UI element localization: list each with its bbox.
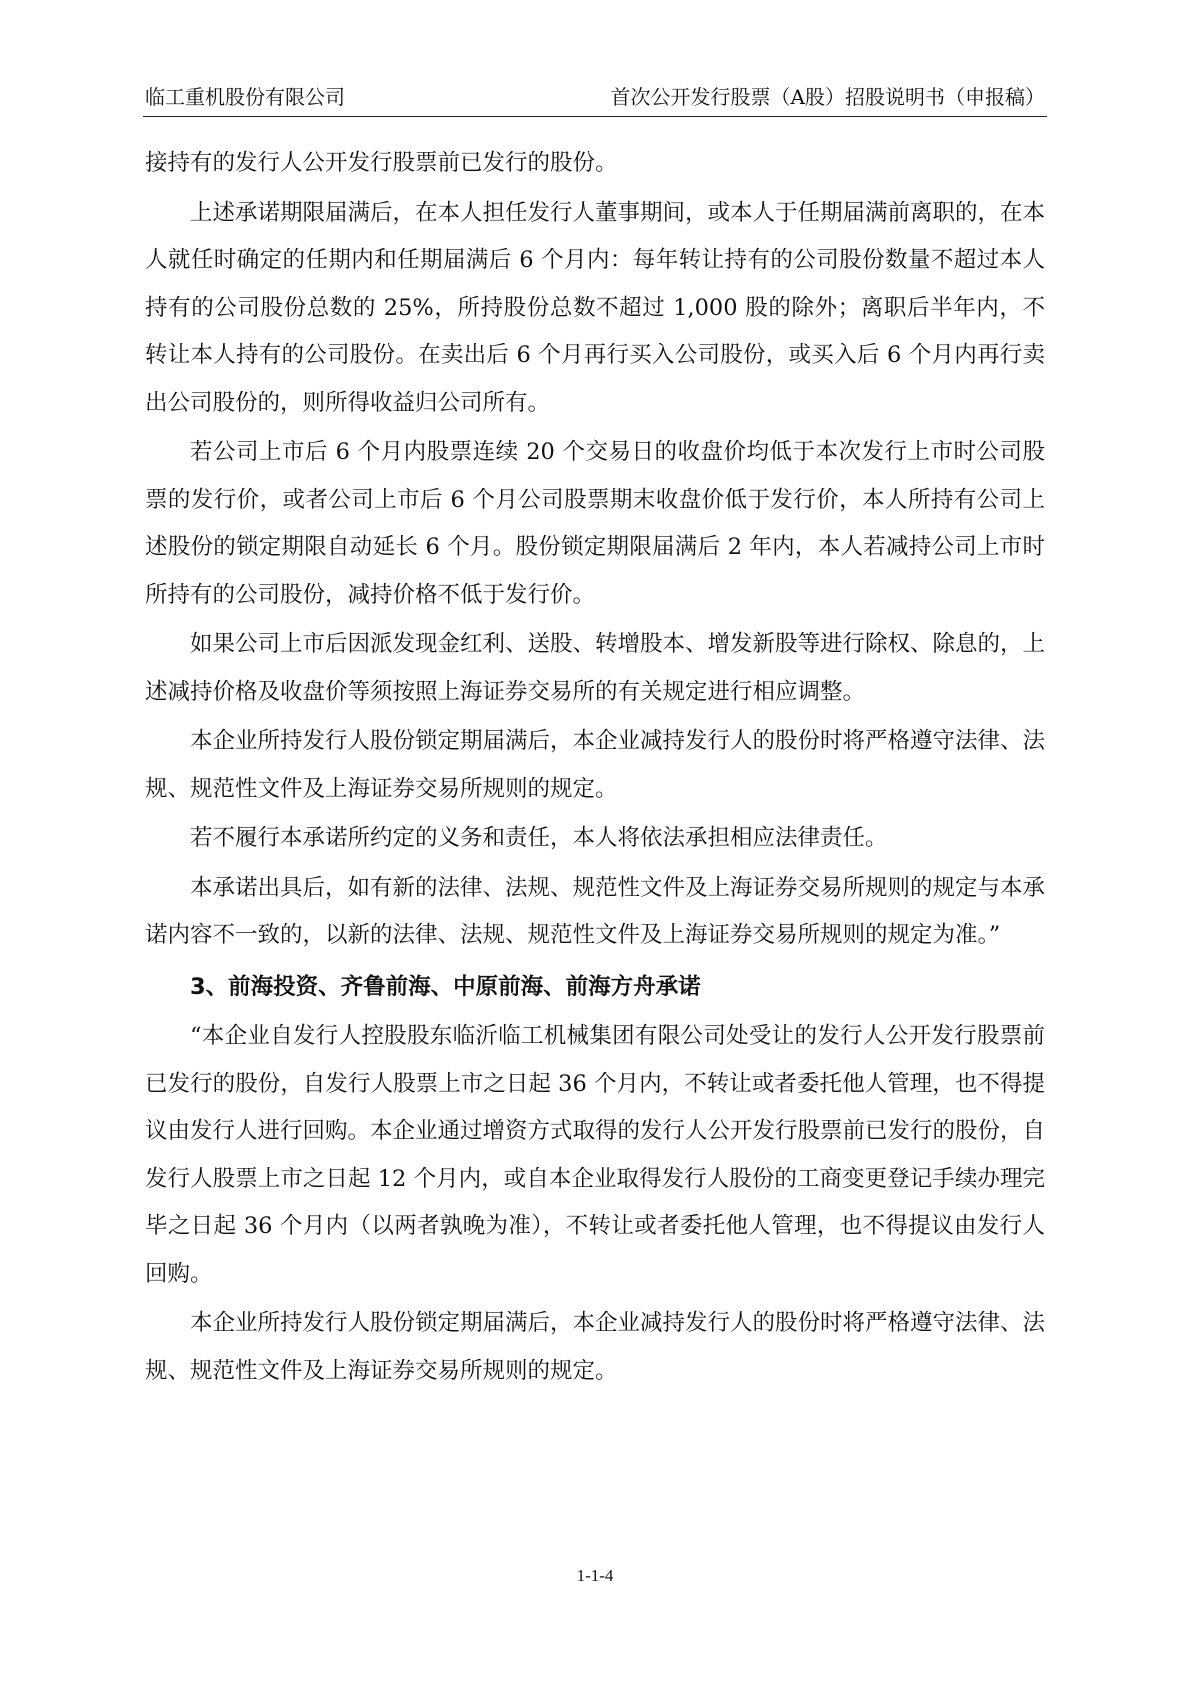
paragraph: “本企业自发行人控股股东临沂临工机械集团有限公司处受让的发行人公开发行股票前已发行的股份，自发行人股票上市之日起 36 个月内，不转让或者委托他人管理，也不得提议由发行人进行回购。本企业通过增资方式取得的发行人公开发行股票前已发行的股份，自发行人股票上市之日起 12 个月内，或自本企业取得发行人股份的工商变更登记手续办理完毕之日起 36 个月内（以两者孰晚为准），不转让或者委托他人管理，也不得提议由发行人回购。	[145, 1023, 1046, 1287]
paragraph: 本企业所持发行人股份锁定期届满后，本企业减持发行人的股份时将严格遵守法律、法规、规范性文件及上海证券交易所规则的规定。	[145, 728, 1046, 802]
header-company-name: 临工重机股份有限公司	[145, 85, 345, 109]
page-number: 1-1-4	[576, 1566, 614, 1585]
paragraph: 若公司上市后 6 个月内股票连续 20 个交易日的收盘价均低于本次发行上市时公司股票的发行价，或者公司上市后 6 个月公司股票期末收盘价低于发行价，本人所持有公司上述股份的锁定期限自动延长 6 个月。股份锁定期限届满后 2 年内，本人若减持公司上市时所持有的公司股份，减持价格不低于发行价。	[145, 439, 1045, 608]
page-body	[145, 140, 1045, 1395]
paragraph: 若不履行本承诺所约定的义务和责任，本人将依法承担相应法律责任。	[190, 825, 888, 851]
paragraph: 本承诺出具后，如有新的法律、法规、规范性文件及上海证券交易所规则的规定与本承诺内容不一致的，以新的法律、法规、规范性文件及上海证券交易所规则的规定为准。”	[145, 874, 1046, 948]
page-header	[143, 82, 1047, 117]
paragraph: 如果公司上市后因派发现金红利、送股、转增股本、增发新股等进行除权、除息的，上述减持价格及收盘价等须按照上海证券交易所的有关规定进行相应调整。	[145, 631, 1046, 705]
header-document-title: 首次公开发行股票（A股）招股说明书（申报稿）	[610, 85, 1045, 109]
paragraph: 接持有的发行人公开发行股票前已发行的股份。	[145, 150, 618, 176]
section-heading: 3、前海投资、齐鲁前海、中原前海、前海方舟承诺	[190, 973, 701, 1000]
paragraph: 上述承诺期限届满后，在本人担任发行人董事期间，或本人于任期届满前离职的，在本人就任时确定的任期内和任期届满后 6 个月内：每年转让持有的公司股份数量不超过本人持有的公司股份总数的 25%，所持股份总数不超过 1,000 股的除外；离职后半年内，不转让本人持有的公司股份。在卖出后 6 个月再行买入公司股份，或买入后 6 个月内再行卖出公司股份的，则所得收益归公司所有。	[145, 199, 1046, 416]
paragraph: 本企业所持发行人股份锁定期届满后，本企业减持发行人的股份时将严格遵守法律、法规、规范性文件及上海证券交易所规则的规定。	[145, 1310, 1046, 1384]
